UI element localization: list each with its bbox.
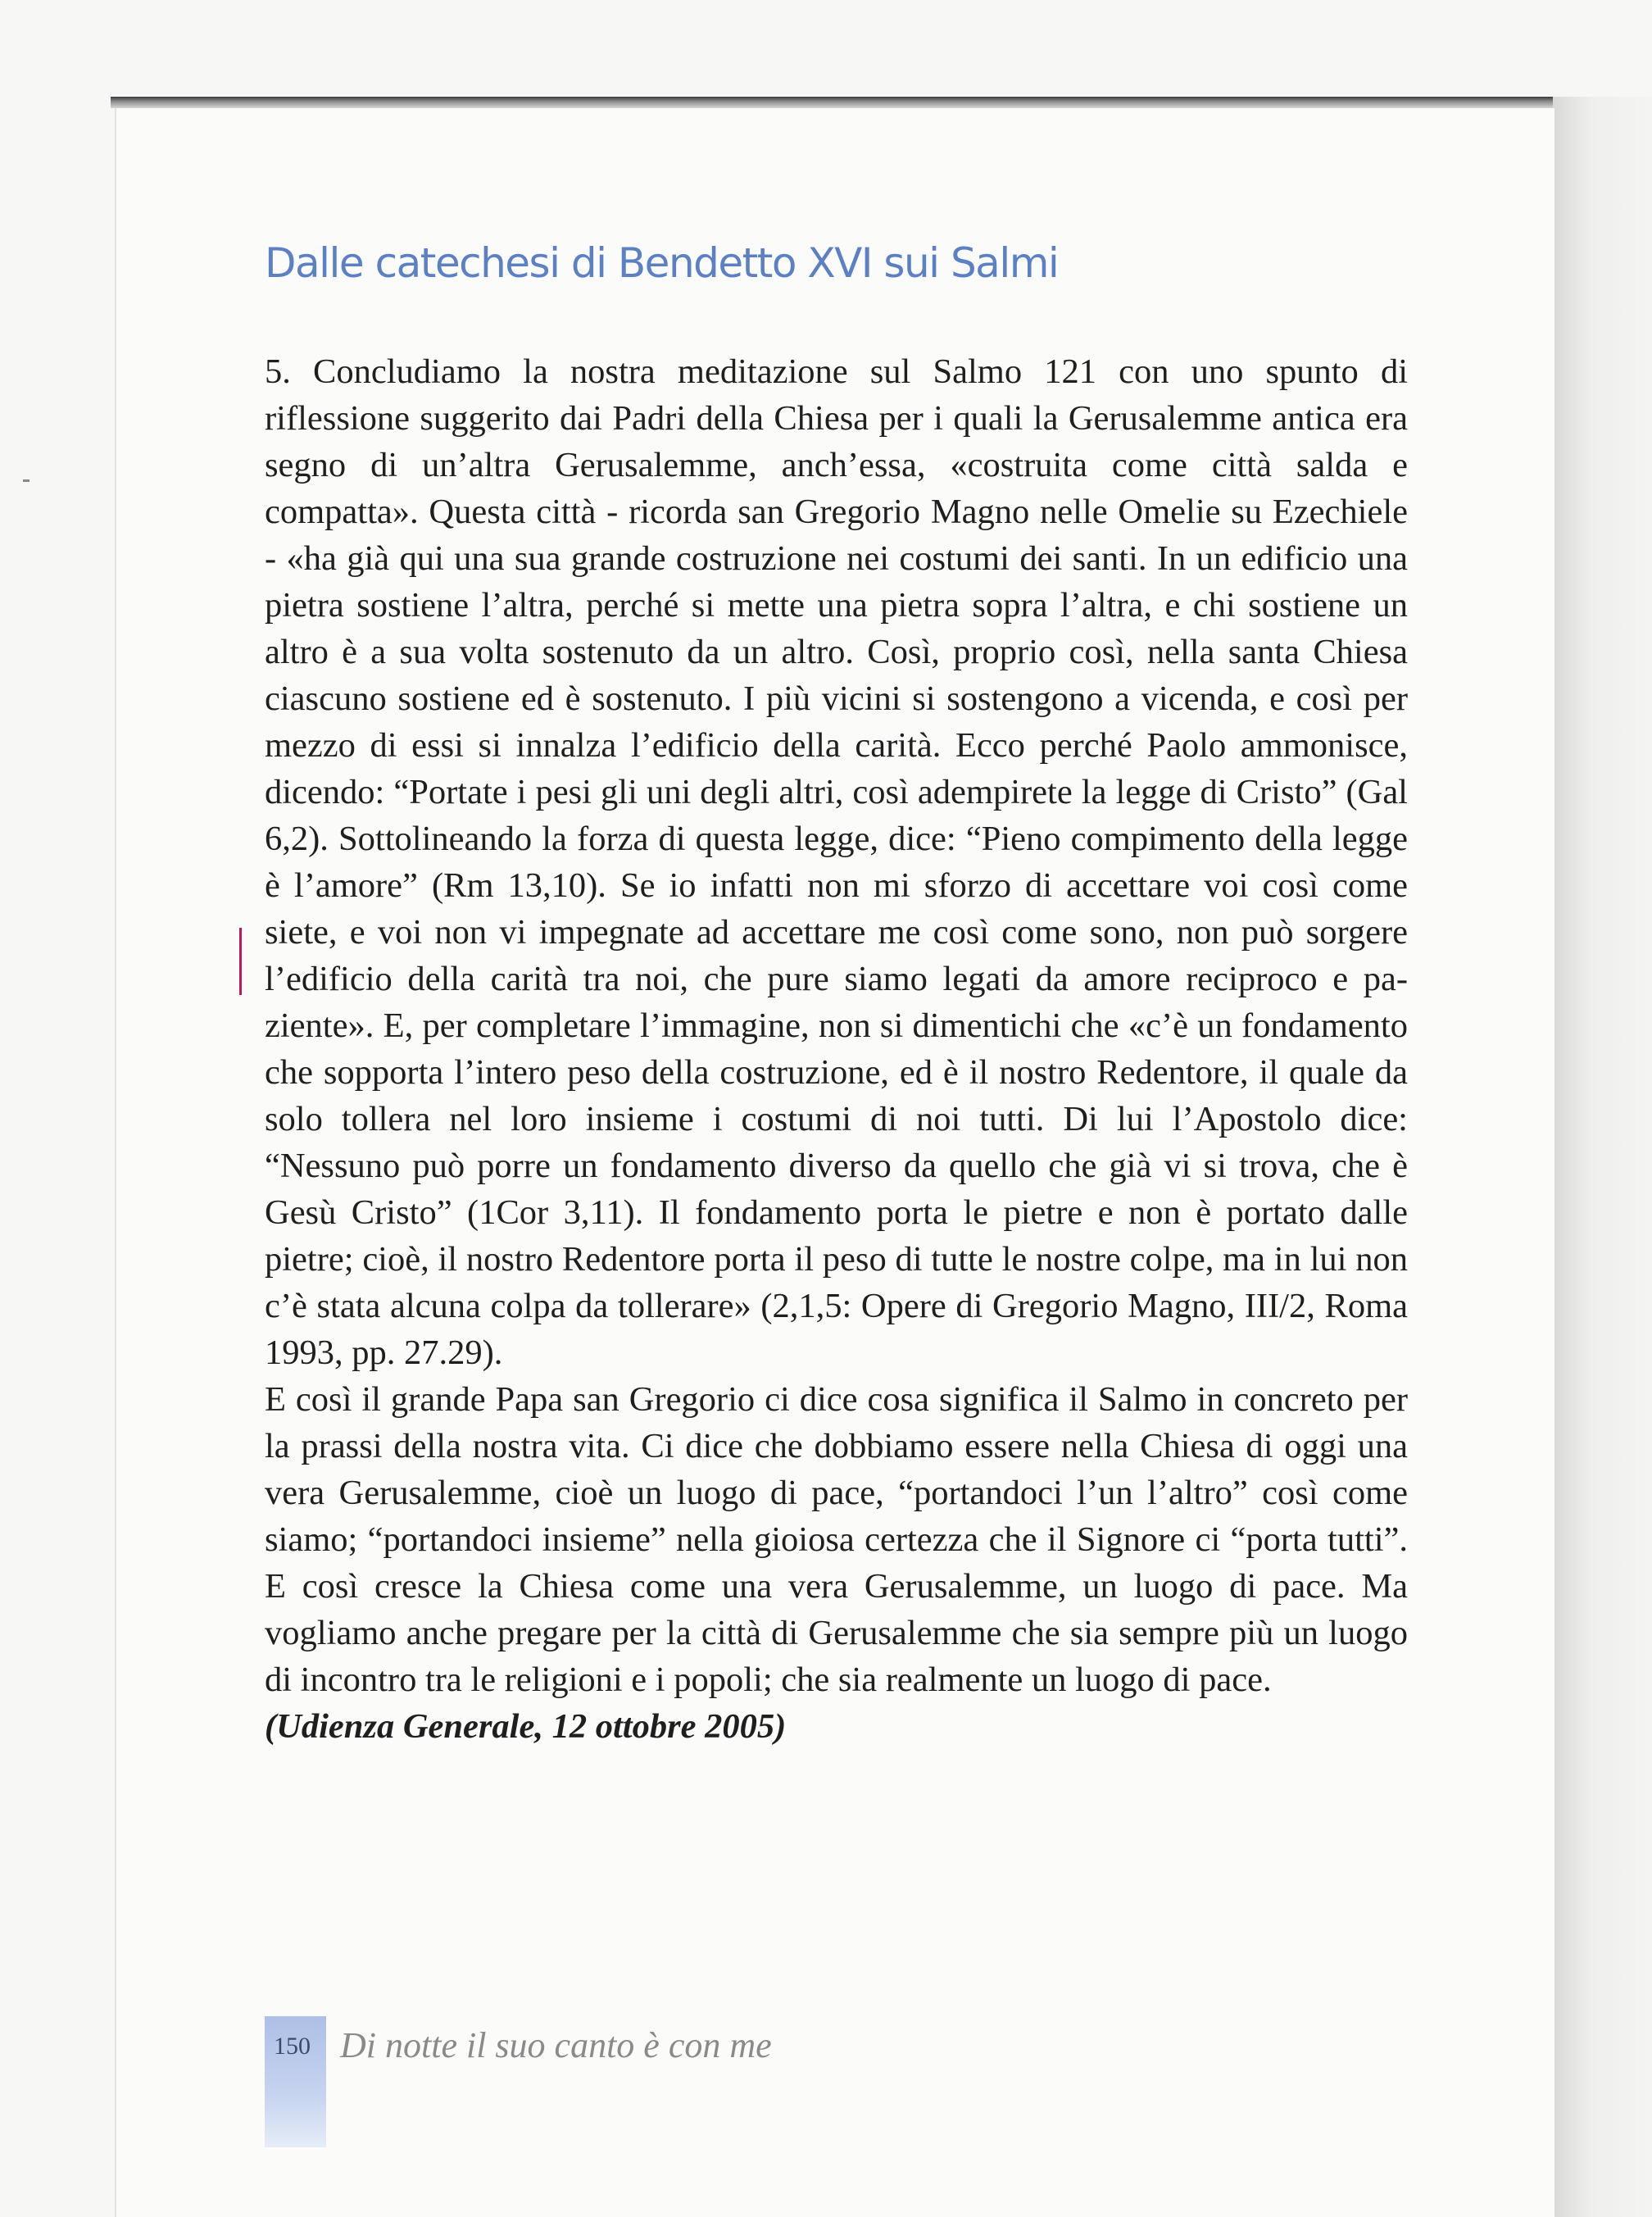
margin-mark bbox=[239, 928, 242, 995]
paragraph-1: 5. Concludiamo la nostra meditazione sul Salmo 121 con uno spunto di riflessione suggerito dai Padri della Chiesa per i quali la Gerusalemme antica era segno di un’altra Gerusalemme, anch’essa, «costruita come città salda e compatta». Questa città - ricorda san Gregorio Magno nelle Omelie su Ezechiele - «ha già qui una sua grande costruzione nei costumi dei santi. In un edificio una pietra sostiene l’altra, perché si mette una pietra sopra l’altra, e chi sostiene un altro è a sua volta sostenuto da un altro. Così, proprio così, nella santa Chiesa ciascuno sostiene ed è sostenuto. I più vicini si sostengono a vicenda, e così per mezzo di essi si innalza l’edificio della carità. Ecco perché Paolo ammonisce, dicendo: “Portate i pesi gli uni degli altri, così adempirete la legge di Cristo” (Gal 6,2). Sottolineando la forza di questa legge, dice: “Pieno compimento della legge è l’amore” (Rm 13,10). Se io infatti non mi sforzo di accettare voi così come siete, e voi non vi impegnate ad accettare me così come sono, non può sorgere l’edificio della carità tra noi, che pure siamo legati da amore reciproco e paziente». E, per completare l’immagine, non si dimentichi che «c’è un fondamento che sopporta l’intero peso della costruzione, ed è il nostro Redentore, il quale da solo tollera nel loro insieme i costumi di noi tutti. Di lui l’Apostolo dice: “Nessuno può porre un fondamento diverso da quello che già vi si trova, che è Gesù Cristo” (1Cor 3,11). Il fondamento porta le pietre e non è portato dalle pietre; cioè, il nostro Redentore porta il peso di tutte le nostre colpe, ma in lui non c’è stata alcuna colpa da tollerare» (2,1,5: Opere di Gregorio Magno, III/2, Roma 1993, pp. 27.29). bbox=[265, 352, 1408, 1372]
scan-speck bbox=[23, 479, 30, 482]
running-title: Di notte il suo canto è con me bbox=[340, 2025, 772, 2065]
scan-gutter-shadow bbox=[1553, 97, 1652, 2217]
page-number: 150 bbox=[274, 2033, 311, 2060]
paragraph-2: E così il grande Papa san Gregorio ci dice cosa significa il Salmo in concreto per la prassi della nostra vita. Ci dice che dobbiamo essere nella Chiesa di oggi una vera Gerusalemme, cioè un luogo di pace, “portandoci l’un l’altro” così come siamo; “portandoci insieme” nella gioiosa certezza che il Signore ci “porta tutti”. E così cresce la Chiesa come una vera Gerusalemme, un luogo di pace. Ma vogliamo anche pregare per la città di Gerusalemme che sia sempre più un luogo di incontro tra le religioni e i popoli; che sia realmente un luogo di pace. bbox=[265, 1380, 1408, 1699]
body-text bbox=[265, 348, 1408, 1750]
section-heading: Dalle catechesi di Bendetto XVI sui Salmi bbox=[265, 239, 1059, 287]
source-citation: (Udienza Generale, 12 ottobre 2005) bbox=[265, 1707, 787, 1746]
scan-page-edge bbox=[111, 97, 1652, 108]
